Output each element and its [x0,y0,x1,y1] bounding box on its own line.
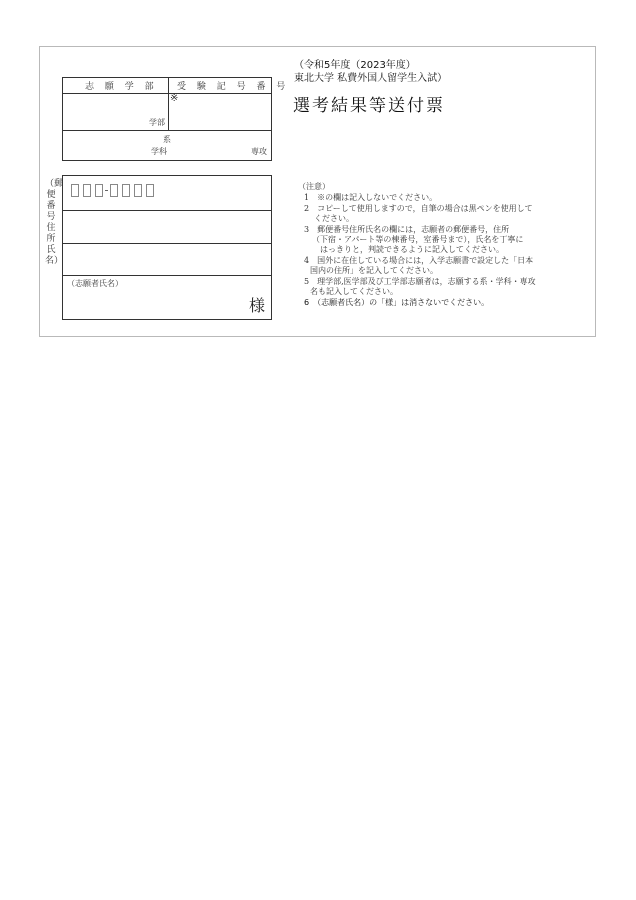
honorific-sama: 様 [248,296,265,315]
note-line: ください。 [314,214,354,223]
applicant-info-table [62,77,290,161]
note-line: 4 国外に在住している場合には，入学志願書で設定した「日本 [304,256,534,265]
address-table [62,175,272,320]
note-line: 3 郵便番号住所氏名の欄には，志願者の郵便番号，住所 [304,225,510,234]
result-notification-card [39,46,596,337]
note-line: （下宿・アパート等の棟番号，室番号まで），氏名を丁寧に [312,235,524,244]
exam-number-field [169,94,272,130]
applicant-name-label: （志願者氏名） [67,279,123,288]
address-side-label: （郵便番号住所氏名） [45,179,64,266]
postal-digit-box[interactable] [71,184,79,197]
postal-digit-box[interactable] [146,184,154,197]
postal-digit-box[interactable] [122,184,130,197]
faculty-header: 志 願 学 部 [85,82,158,92]
notes-heading: （注意） [298,182,330,191]
faculty-suffix: 学部 [149,118,165,127]
note-line: 1 ※の欄は記入しないでください。 [304,193,438,202]
exam-number-header: 受 験 記 号 番 号 [177,82,290,92]
postal-digit-box[interactable] [95,184,103,197]
university-exam-name: 東北大学 私費外国人留学生入試） [294,73,448,84]
applicant-name-field[interactable] [63,276,271,319]
postal-code-field[interactable] [63,176,271,210]
subject-label: 学科 [151,147,167,156]
address-line-1-field[interactable] [63,211,271,243]
major-label: 専攻 [251,147,267,156]
fiscal-year: （令和5年度（2023年度） [294,60,416,71]
department-field[interactable] [63,131,271,160]
address-line-2-field[interactable] [63,244,271,275]
postal-digit-box[interactable] [134,184,142,197]
note-line: 6 （志願者氏名）の「様」は消さないでください。 [304,298,490,307]
exam-number-mark: ※ [170,93,179,104]
form-title: 選考結果等送付票 [293,96,445,116]
postal-digit-box[interactable] [110,184,118,197]
department-label: 系 [163,135,171,144]
note-line: はっきりと，判読できるように記入してください。 [320,245,504,254]
postal-hyphen [105,190,108,191]
note-line: 名も記入してください。 [310,287,398,296]
faculty-field[interactable] [63,94,168,130]
postal-digit-box[interactable] [83,184,91,197]
note-line: 国内の住所」を記入してください。 [310,266,438,275]
note-line: 5 理学部,医学部及び工学部志願者は，志願する系・学科・専攻 [304,277,536,286]
note-line: 2 コピーして使用しますので，自筆の場合は黒ペンを使用して [304,204,533,213]
